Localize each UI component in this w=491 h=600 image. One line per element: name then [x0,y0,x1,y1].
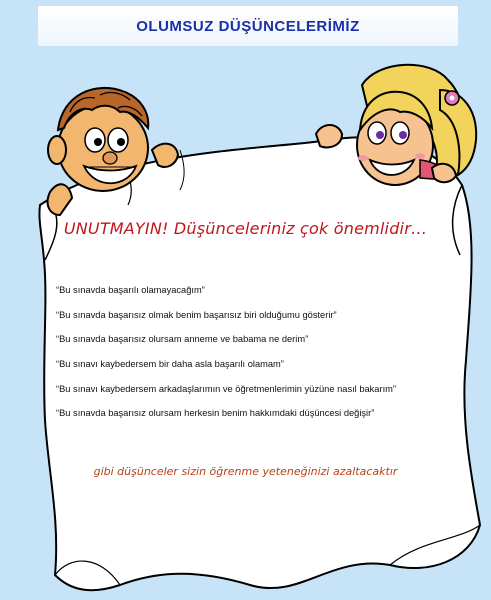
page-title: OLUMSUZ DÜŞÜNCELERİMİZ [136,17,360,35]
quote-item: “Bu sınavda başarısız olmak benim başarısız biri olduğumu gösterir” [56,309,337,320]
quote-item: “Bu sınavda başarısız olursam anneme ve babama ne derim” [56,334,309,345]
footer-note: gibi düşünceler sizin öğrenme yeteneğinizi azaltacaktır [93,465,398,478]
headline-warning: UNUTMAYIN! Düşünceleriniz çok önemlidir… [63,219,428,238]
quote-item: “Bu sınavda başarılı olamayacağım” [56,285,205,295]
quotes-list [56,284,476,432]
quote-item: “Bu sınavı kaybedersem arkadaşlarımın ve öğretmenlerimin yüzüne nasıl bakarım” [56,383,396,394]
quote-item: “Bu sınavı kaybedersem bir daha asla başarılı olamam” [56,359,284,370]
quote-item: “Bu sınavda başarısız olursam herkesin benim hakkımdaki düşüncesi değişir” [56,408,375,419]
